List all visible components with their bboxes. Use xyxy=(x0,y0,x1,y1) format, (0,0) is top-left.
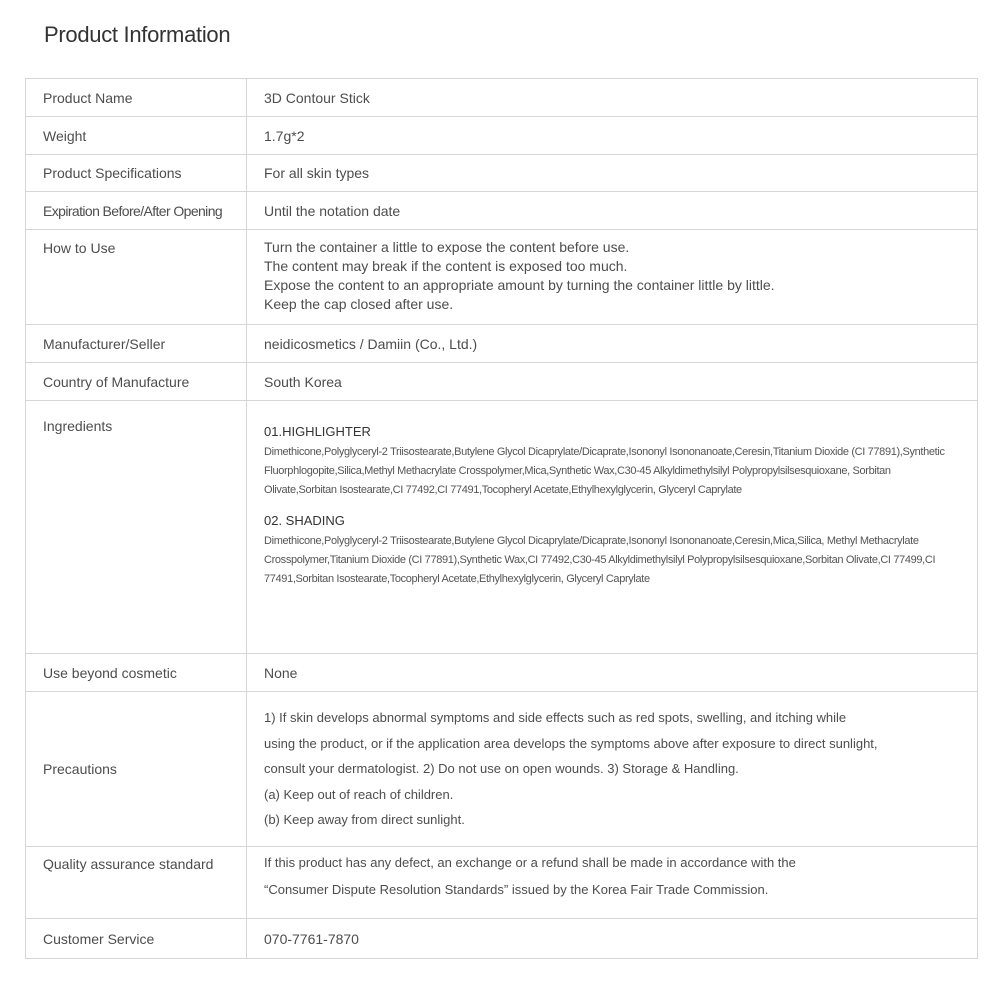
label-manufacturer: Manufacturer/Seller xyxy=(26,325,247,363)
value-quality-assurance xyxy=(247,847,978,919)
row-expiration xyxy=(26,192,978,230)
shading-ingredients: Dimethicone,Polyglyceryl-2 Triisostearate,Butylene Glycol Dicaprylate/Dicaprate,Isononyl Isononanoate,Ceresin,Mica,Silica, Methyl Methacrylate Crosspolymer,Titanium Dioxide (CI 77891),Synthetic Wax,CI 77492,C30-45 Alkyldimethylsilyl Polypropylsilsesquioxane,Sorbitan Olivate,CI 77499,CI 77491,Sorbitan Isostearate,Tocopheryl Acetate,Ethylhexylglycerin, Glyceryl Caprylate xyxy=(264,535,936,585)
precaution-line: using the product, or if the application area develops the symptoms above after exposure to direct sunlight, xyxy=(264,735,878,751)
label-precautions: Precautions xyxy=(26,692,247,847)
how-to-use-line: Keep the cap closed after use. xyxy=(264,296,454,312)
row-how-to-use xyxy=(26,230,978,325)
value-weight: 1.7g*2 xyxy=(247,117,978,155)
row-customer-service xyxy=(26,919,978,959)
highlighter-title: 01.HIGHLIGHTER xyxy=(264,424,371,439)
quality-line: “Consumer Dispute Resolution Standards” issued by the Korea Fair Trade Commission. xyxy=(264,882,769,897)
page-title: Product Information xyxy=(44,22,231,47)
highlighter-ingredients: Dimethicone,Polyglyceryl-2 Triisostearate,Butylene Glycol Dicaprylate/Dicaprate,Isononyl Isononanoate,Ceresin,Titanium Dioxide (CI 77891),Synthetic Fluorphlogopite,Silica,Methyl Methacrylate Crosspolymer,Mica,Synthetic Wax,C30-45 Alkyldimethylsilyl Polypropylsilsesquioxane, Sorbitan Olivate,Sorbitan Isostearate,CI 77492,CI 77491,Tocopheryl Acetate,Ethylhexylglycerin, Glyceryl Caprylate xyxy=(264,446,945,496)
label-how-to-use: How to Use xyxy=(26,230,247,325)
value-specifications: For all skin types xyxy=(247,155,978,192)
quality-line: If this product has any defect, an exchange or a refund shall be made in accordance with the xyxy=(264,855,796,870)
label-product-name: Product Name xyxy=(26,79,247,117)
how-to-use-line: Turn the container a little to expose the content before use. xyxy=(264,239,630,255)
row-precautions xyxy=(26,692,978,847)
row-country xyxy=(26,363,978,401)
label-country: Country of Manufacture xyxy=(26,363,247,401)
how-to-use-line: Expose the content to an appropriate amount by turning the container little by little. xyxy=(264,277,775,293)
row-manufacturer xyxy=(26,325,978,363)
value-expiration: Until the notation date xyxy=(247,192,978,230)
label-weight: Weight xyxy=(26,117,247,155)
value-ingredients xyxy=(247,401,978,654)
precaution-line: (a) Keep out of reach of children. xyxy=(264,786,454,802)
value-customer-service: 070-7761-7870 xyxy=(247,919,978,959)
row-ingredients xyxy=(26,401,978,654)
value-how-to-use xyxy=(247,230,978,325)
label-expiration: Expiration Before/After Opening xyxy=(26,192,247,230)
precaution-line: (b) Keep away from direct sunlight. xyxy=(264,812,465,828)
value-product-name: 3D Contour Stick xyxy=(247,79,978,117)
shading-title: 02. SHADING xyxy=(264,513,345,528)
precaution-line: consult your dermatologist. 2) Do not use on open wounds. 3) Storage & Handling. xyxy=(264,761,739,777)
label-ingredients: Ingredients xyxy=(26,401,247,654)
row-use-beyond xyxy=(26,654,978,692)
label-specifications: Product Specifications xyxy=(26,155,247,192)
label-customer-service: Customer Service xyxy=(26,919,247,959)
value-manufacturer: neidicosmetics / Damiin (Co., Ltd.) xyxy=(247,325,978,363)
value-precautions xyxy=(247,692,978,847)
how-to-use-line: The content may break if the content is exposed too much. xyxy=(264,258,628,274)
row-specifications xyxy=(26,155,978,192)
row-product-name xyxy=(26,79,978,117)
value-use-beyond: None xyxy=(247,654,978,692)
precaution-line: 1) If skin develops abnormal symptoms and side effects such as red spots, swelling, and itching while xyxy=(264,710,847,726)
product-info-table xyxy=(25,78,978,959)
label-use-beyond: Use beyond cosmetic xyxy=(26,654,247,692)
row-weight xyxy=(26,117,978,155)
label-quality-assurance: Quality assurance standard xyxy=(26,847,247,919)
row-quality-assurance xyxy=(26,847,978,919)
value-country: South Korea xyxy=(247,363,978,401)
